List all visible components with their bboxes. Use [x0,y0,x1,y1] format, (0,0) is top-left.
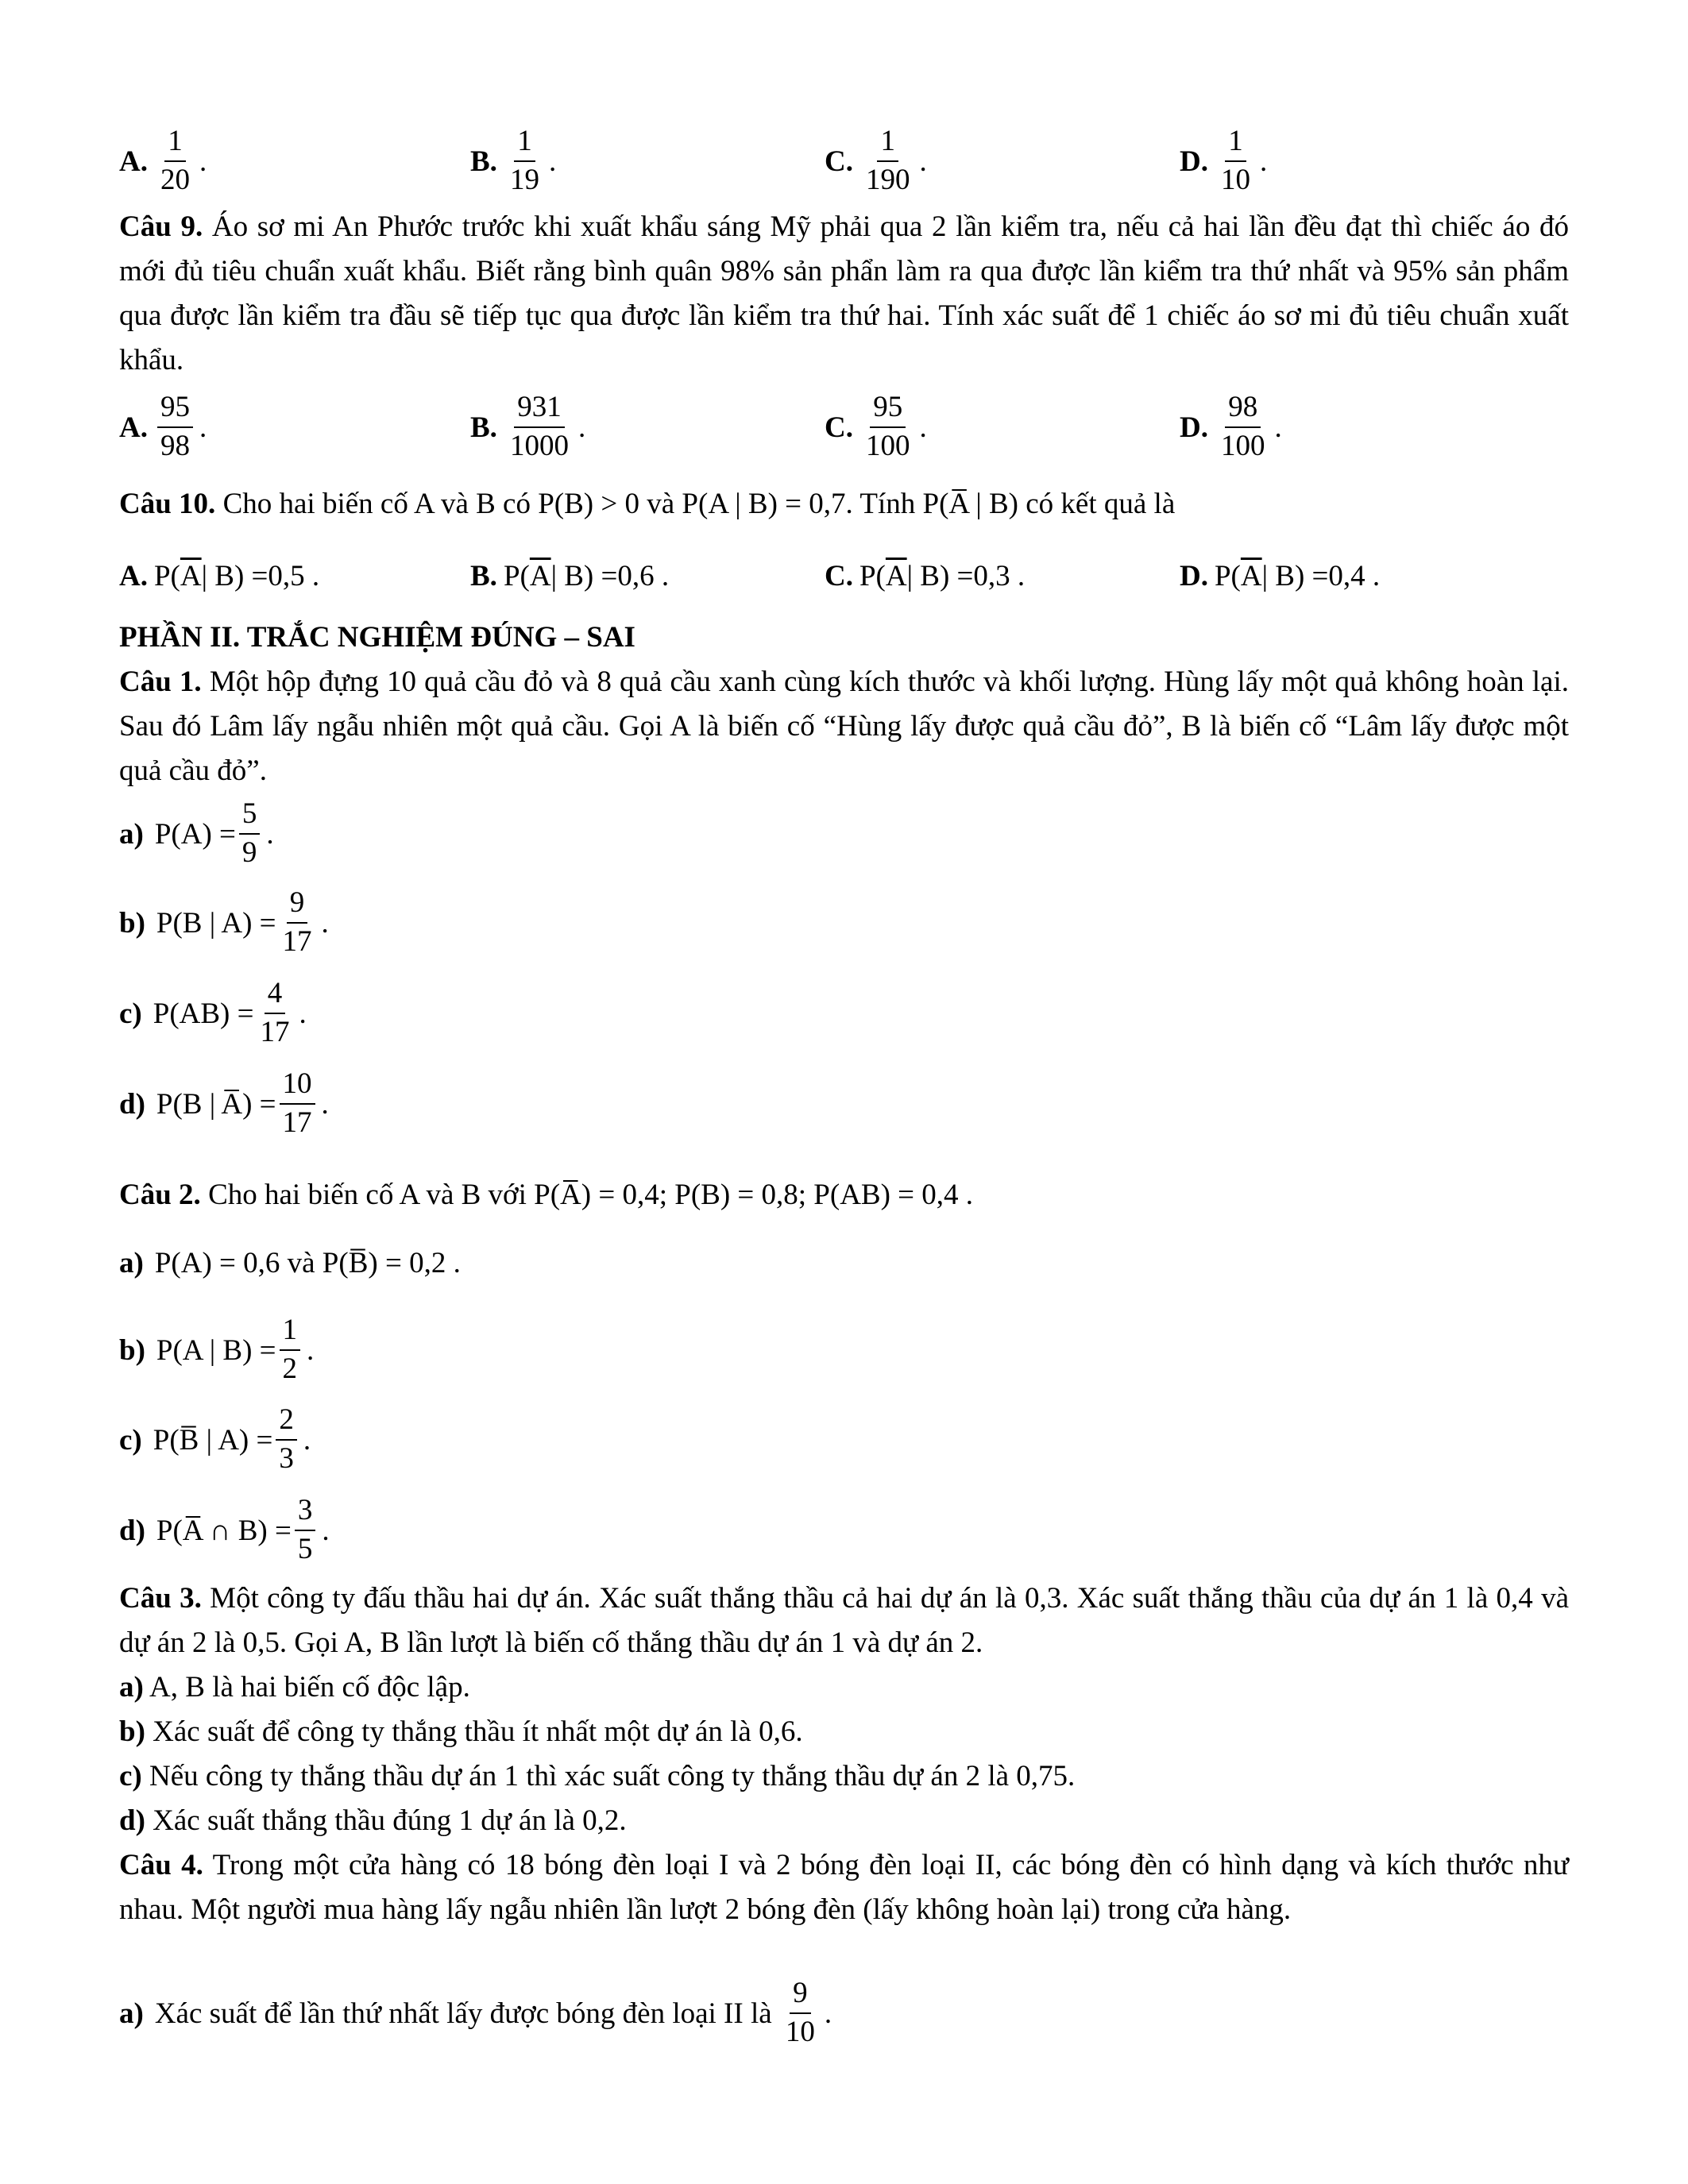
fraction [782,1977,818,2049]
numerator: 1 [514,125,535,162]
q10-option-c: C. P( $\overline{A}$ | B) = 0,3 . [825,559,1026,592]
fraction [1218,125,1253,197]
numerator: 4 [265,977,286,1014]
c4-text [119,1843,1569,1932]
q9-option-d: D. $\frac{98}{100}$ . [1180,391,1282,462]
option-label: A. [119,145,148,178]
c3-item-d [119,1799,627,1843]
fraction [863,125,914,197]
item-label: b) [119,1333,145,1367]
c2-question [119,1167,973,1223]
denominator: 17 [260,1016,290,1048]
c1-text [119,660,1569,793]
q8-options [119,118,1569,205]
c2-item-d: d) P(A̅ ∩ B) = $\frac{3}{5}$ . [119,1494,330,1565]
question-body: Một hộp đựng 10 quả cầu đỏ và 8 quả cầu xanh cùng kích thước và khối lượng. Hùng lấy một quả không hoàn lại. Sau đó Lâm lấy ngẫu nhiên một quả cầu. Gọi A là biến cố “Hùng lấy được quả cầu đỏ”, B là biến cố “Lâm lấy được một quả cầu đỏ”. [119,666,1569,787]
question-body: Áo sơ mi An Phước trước khi xuất khẩu sáng Mỹ phải qua 2 lần kiểm tra, nếu cả hai lần đều đạt thì chiếc áo đó mới đủ tiêu chuẩn xuất khẩu. Biết rằng bình quân 98% sản phẩn làm ra qua được lần kiểm tra thứ nhất và 95% sản phẩm qua được lần kiểm tra đầu sẽ tiếp tục qua được lần kiểm tra thứ hai. Tính xác suất để 1 chiếc áo sơ mi đủ tiêu chuẩn xuất khẩu. [119,210,1569,376]
item-label: a) [119,1246,144,1279]
option-label: B. [470,411,497,444]
asked-expression: P(A̅ | B) [922,488,1018,520]
question-body-end: có kết quả là [1026,488,1176,520]
numerator: 10 [280,1067,315,1105]
option-label: D. [1180,145,1208,178]
item-expression: P(A̅ ∩ B) = [156,1514,292,1547]
item-text: Xác suất thắng thầu đúng 1 dự án là 0,2. [153,1804,627,1837]
option-value: 0,4 [1328,559,1365,592]
denominator: 190 [865,164,910,196]
fraction [157,125,193,197]
q10-option-a: A. P( $\overline{A}$ | B) = 0,5 . [119,559,320,592]
q8-option-d: D. $\frac{1}{10}$ . [1180,125,1268,196]
numerator: 5 [239,797,261,835]
item-label: a) [119,817,144,851]
option-label: A. [119,411,148,444]
fraction [239,797,261,870]
denominator: 2 [282,1352,298,1385]
denominator: 20 [160,164,190,196]
denominator: 5 [297,1533,313,1565]
option-label: D. [1180,559,1208,592]
denominator: 10 [785,2016,815,2048]
denominator: 100 [1220,430,1265,462]
part2-heading: PHẦN II. TRẮC NGHIỆM ĐÚNG – SAI [119,621,635,654]
option-value: 0,5 [268,559,305,592]
denominator: 10 [1220,164,1250,196]
q10-option-d: D. P( $\overline{A}$ | B) = 0,4 . [1180,559,1381,592]
c1-item-a: a) P(A) = $\frac{5}{9}$ . [119,797,274,869]
numerator: 98 [1225,391,1261,428]
c4-item-a: a) Xác suất để lần thứ nhất lấy được bóng đèn loại II là $\frac{9}{10}$ . [119,1977,832,2048]
item-expression: P(B̅ | A) = [153,1423,273,1457]
fraction [276,1403,297,1476]
denominator: 1000 [509,430,569,462]
item-expression: P(A) = [154,817,236,851]
q8-option-c: C. $\frac{1}{190}$ . [825,125,927,196]
question-label: Câu 9. [119,210,203,243]
c2-item-b: b) P(A | B) = $\frac{1}{2}$ . [119,1314,315,1385]
numerator: 3 [295,1494,316,1531]
item-label: b) [119,1715,145,1748]
c3-text [119,1576,1569,1665]
denominator: 3 [279,1442,294,1475]
q9-option-a: A. $\frac{95}{98}$ . [119,391,207,462]
item-label: d) [119,1087,145,1121]
item-label: c) [119,1760,142,1792]
item-expression: P(A | B) = [156,1333,276,1367]
given-expression: P(A | B) = 0,7 [682,488,846,520]
option-label: C. [825,411,853,444]
item-label: c) [119,1423,142,1457]
question-label: Câu 3. [119,1582,202,1615]
c3-item-a [119,1665,470,1710]
option-label: D. [1180,411,1208,444]
denominator: 100 [865,430,910,462]
fraction [507,391,572,463]
denominator: 9 [241,836,257,869]
q10-options [119,540,1569,612]
numerator: 931 [514,391,565,428]
numerator: 9 [287,886,308,924]
numerator: 1 [1225,125,1246,162]
item-label: a) [119,1671,144,1704]
c3-question [119,1576,1569,1665]
item-expression: P(B | A̅) = [156,1087,276,1121]
item-expression: P(B | A) = [156,906,276,940]
question-label: Câu 2. [119,1179,201,1211]
fraction [157,391,193,463]
q8-option-b: B. $\frac{1}{19}$ . [470,125,557,196]
c2-item-a [119,1235,461,1291]
question-label: Câu 1. [119,666,202,698]
item-label: d) [119,1804,145,1837]
given-expression: P(A̅) = 0,4; P(B) = 0,8; P(AB) = 0,4 . [534,1179,974,1211]
c3-item-b [119,1710,803,1754]
q9-option-c: C. $\frac{95}{100}$ . [825,391,927,462]
fraction [295,1494,316,1566]
fraction [280,1067,315,1140]
fraction [1218,391,1269,463]
item-text: A, B là hai biến cố độc lập. [149,1671,470,1704]
item-label: b) [119,906,145,940]
question-9 [119,205,1569,383]
numerator: 1 [280,1314,301,1351]
numerator: 1 [877,125,898,162]
item-text: Xác suất để lần thứ nhất lấy được bóng đèn loại II là [154,1997,772,2030]
c1-item-d: d) P(B | A̅) = $\frac{10}{17}$ . [119,1067,329,1139]
fraction [280,1314,301,1386]
denominator: 17 [282,925,312,958]
question-label: Câu 4. [119,1849,203,1881]
option-label: C. [825,145,853,178]
option-value: 0,6 [617,559,655,592]
numerator: 1 [164,125,186,162]
q9-options [119,384,1569,471]
item-label: a) [119,1997,144,2030]
question-body: Trong một cửa hàng có 18 bóng đèn loại I và 2 bóng đèn loại II, các bóng đèn có hình dạng và kích thước như nhau. Một người mua hàng lấy ngẫu nhiên lần lượt 2 bóng đèn (lấy không hoàn lại) trong cửa hàng. [119,1849,1569,1926]
item-label: c) [119,997,142,1030]
c3-item-c [119,1754,1075,1799]
fraction [863,391,914,463]
c1-item-b: b) P(B | A) = $\frac{9}{17}$ . [119,886,329,958]
c1-item-c: c) P(AB) = $\frac{4}{17}$ . [119,977,307,1048]
option-value: 0,3 [973,559,1010,592]
item-text: Xác suất để công ty thắng thầu ít nhất một dự án là 0,6. [153,1715,803,1748]
q9-option-b: B. $\frac{931}{1000}$ . [470,391,586,462]
denominator: 98 [160,430,190,462]
item-expression: P(A) = 0,6 và P(B̅) = 0,2 . [154,1246,461,1279]
option-label: A. [119,559,148,592]
q8-option-a: A. $\frac{1}{20}$ . [119,125,207,196]
item-text: Nếu công ty thắng thầu dự án 1 thì xác suất công ty thắng thầu dự án 2 là 0,75. [149,1760,1076,1792]
option-label: C. [825,559,853,592]
fraction [507,125,543,197]
question-9-text [119,205,1569,383]
option-label: B. [470,145,497,178]
numerator: 9 [790,1977,811,2014]
item-label: d) [119,1514,145,1547]
c1-question [119,660,1569,793]
numerator: 95 [870,391,906,428]
question-label: Câu 10. [119,488,216,520]
question-body: Cho hai biến cố A và B có P(B) > 0 và [222,488,675,520]
denominator: 17 [282,1106,312,1139]
question-body-mid: . Tính [845,488,916,520]
q10-option-b: B. P( $\overline{A}$ | B) = 0,6 . [470,559,670,592]
c4-question [119,1843,1569,1932]
fraction [280,886,315,959]
denominator: 19 [509,164,539,196]
numerator: 95 [157,391,193,428]
numerator: 2 [276,1403,297,1441]
option-label: B. [470,559,497,592]
c2-item-c: c) P(B̅ | A) = $\frac{2}{3}$ . [119,1403,311,1475]
question-body: Cho hai biến cố A và B với [208,1179,527,1211]
item-expression: P(AB) = [153,997,254,1030]
question-body: Một công ty đấu thầu hai dự án. Xác suất thắng thầu cả hai dự án là 0,3. Xác suất thắng thầu của dự án 1 là 0,4 và dự án 2 là 0,5. Gọi A, B lần lượt là biến cố thắng thầu dự án 1 và dự án 2. [119,1582,1570,1659]
question-10 [119,477,1175,532]
fraction [257,977,293,1049]
